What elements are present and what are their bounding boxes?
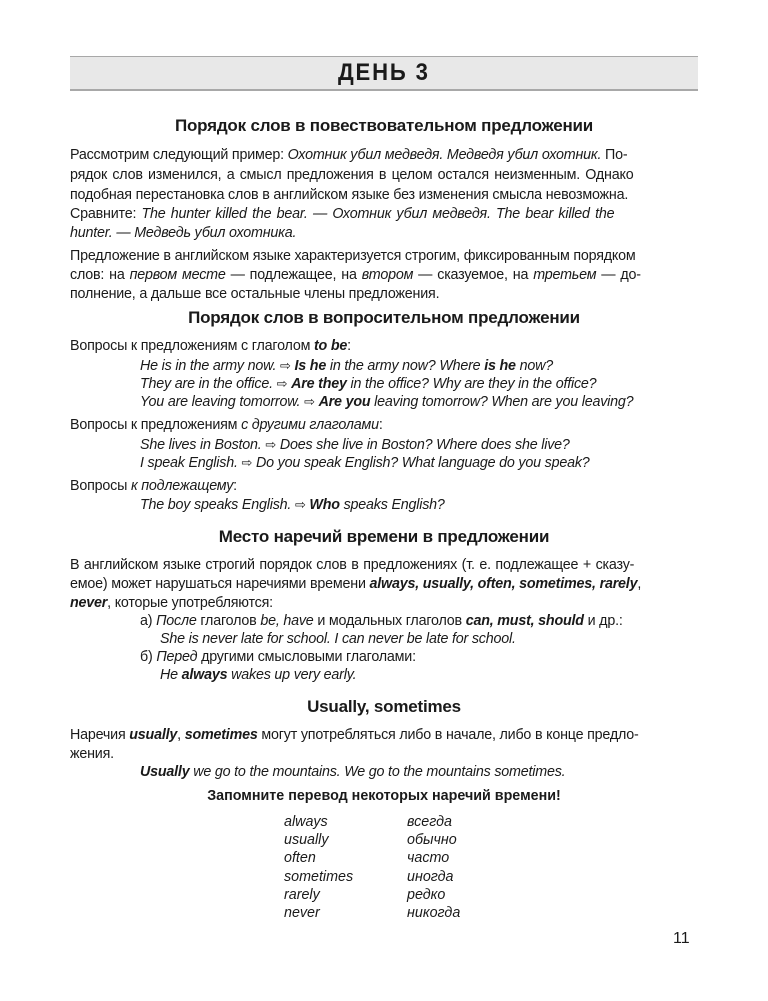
emphasis: always, usually, often, sometimes, rarely [369, 576, 638, 592]
text: и модальных глаголов [313, 613, 466, 629]
emphasis: Is he [294, 358, 327, 374]
text: She lives in Boston. [140, 437, 266, 453]
day-title: ДЕНЬ 3 [338, 59, 430, 86]
text: слов: на [70, 267, 130, 283]
emphasis: usually [129, 727, 178, 743]
emphasis: never [70, 595, 108, 611]
text: in the office? Why are they in the office? [346, 376, 597, 392]
vocab-english: rarely [284, 886, 320, 903]
example-text: The hunter killed the bear. — Охотник убил медведя. The bear killed the [141, 206, 615, 222]
text: You are leaving tomorrow. [140, 394, 305, 410]
text: They are in the office. [140, 376, 277, 392]
text: емое) может нарушаться наречиями времени [70, 576, 370, 592]
vocab-english: often [284, 850, 316, 867]
emphasis: втором [361, 267, 414, 283]
text: leaving tomorrow? When are you leaving? [370, 394, 634, 410]
paragraph-line: В английском языке строгий порядок слов в предложениях (т. е. подлежащее + сказу- [70, 557, 635, 573]
example-line [140, 453, 590, 474]
emphasis: первом месте [129, 267, 226, 283]
text: : [233, 478, 237, 494]
vocab-russian: никогда [407, 905, 461, 921]
text: : [347, 338, 351, 354]
emphasis: can, must, should [465, 613, 584, 629]
text: : [378, 417, 383, 433]
emphasis: третьем [533, 267, 597, 283]
paragraph-line: Предложение в английском языке характеризуется строгим, фиксированным порядком [70, 248, 636, 264]
emphasis: После [156, 613, 197, 629]
text: Вопросы к предложениям с глаголом [70, 338, 314, 354]
emphasis: to be [313, 338, 348, 354]
paragraph-line: подобная перестановка слов в английском языке без изменения смысла невозможна. [70, 187, 629, 203]
text: The boy speaks English. [140, 497, 295, 513]
section-title-usually-sometimes: Usually, sometimes [307, 697, 461, 716]
emphasis: Are you [318, 394, 371, 410]
paragraph-line [70, 594, 273, 614]
arrow-right-icon: ⇨ [265, 437, 277, 452]
text: I speak English. [140, 455, 242, 471]
list-marker: б) [140, 649, 157, 665]
arrow-right-icon: ⇨ [241, 455, 253, 470]
text: , которые употребляются: [107, 595, 273, 611]
paragraph-line [70, 726, 639, 746]
paragraph-line [70, 146, 627, 166]
text: — сказуемое, на [413, 267, 534, 283]
list-item-b [140, 648, 416, 668]
vocab-english: never [284, 905, 320, 921]
text: могут употребляться либо в начале, либо в конце предло- [257, 727, 639, 743]
emphasis: с другими глаголами [241, 417, 379, 433]
text: , [177, 727, 185, 743]
paragraph-line: рядок слов изменился, а смысл предложения в целом остался неизменным. Однако [70, 167, 634, 183]
paragraph-line [70, 266, 641, 286]
emphasis: к подлежащему [130, 478, 234, 494]
text: Does she live in Boston? Where does she live? [279, 437, 570, 453]
vocab-russian: всегда [407, 814, 452, 830]
paragraph-line: полнение, а дальше все остальные члены предложения. [70, 286, 440, 302]
text: now? [515, 358, 553, 374]
text: He is in the army now. [140, 358, 281, 374]
vocab-english: usually [284, 832, 329, 849]
example-text: Охотник убил медведя. Медведя убил охотник. [287, 147, 602, 163]
vocab-russian: часто [407, 850, 450, 867]
text: Вопросы к предложениям [70, 417, 242, 433]
text: , [637, 576, 642, 592]
text: He [160, 667, 182, 683]
text: we go to the mountains. We go to the mountains sometimes. [189, 764, 566, 780]
text: и др.: [583, 613, 623, 629]
remember-heading: Запомните перевод некоторых наречий времени! [207, 788, 561, 804]
text: — подлежащее, на [225, 267, 362, 283]
emphasis: be, have [260, 613, 314, 629]
example-line [140, 392, 633, 413]
text: Наречия [70, 727, 130, 743]
text: wakes up very early. [227, 667, 357, 683]
arrow-right-icon: ⇨ [294, 497, 306, 512]
example-line [140, 495, 445, 516]
example-line [140, 763, 565, 783]
text: Do you speak English? What language do you speak? [256, 455, 590, 471]
paragraph-line: жения. [70, 746, 114, 762]
day-header-bar [70, 56, 698, 91]
group-label [70, 337, 351, 357]
vocab-english: sometimes [284, 868, 354, 885]
emphasis: sometimes [184, 727, 258, 743]
arrow-right-icon: ⇨ [304, 394, 315, 409]
paragraph-line [70, 575, 641, 595]
vocab-russian: иногда [407, 868, 454, 885]
text: — до- [596, 267, 641, 283]
emphasis: always [181, 667, 228, 683]
text: speaks English? [339, 497, 445, 513]
text: глаголов [196, 613, 261, 629]
paragraph-line [70, 205, 614, 225]
section-title-declarative: Порядок слов в повествовательном предложении [174, 116, 594, 135]
text: Вопросы [70, 478, 131, 494]
vocab-russian: обычно [407, 832, 457, 849]
list-marker: а) [140, 613, 157, 629]
emphasis: Перед [156, 649, 198, 665]
group-label [70, 416, 383, 436]
example-line [160, 666, 356, 686]
group-label [70, 477, 237, 497]
arrow-right-icon: ⇨ [280, 358, 291, 373]
emphasis: is he [484, 358, 516, 374]
text: Рассмотрим следующий пример: [70, 147, 288, 163]
section-title-interrogative: Порядок слов в вопросительном предложении [188, 308, 580, 327]
text: По- [601, 147, 628, 163]
vocab-english: always [284, 814, 328, 830]
arrow-right-icon: ⇨ [276, 376, 288, 391]
text: другими смысловыми глаголами: [197, 649, 416, 665]
section-title-adverbs: Место наречий времени в предложении [218, 527, 550, 546]
text: Сравните: [70, 206, 142, 222]
example-line: She is never late for school. I can never be late for school. [160, 631, 516, 647]
emphasis: Are they [291, 376, 347, 392]
list-item-a [140, 612, 623, 632]
page-number: 11 [673, 930, 690, 947]
emphasis: Usually [140, 764, 190, 780]
vocab-russian: редко [407, 886, 446, 903]
paragraph-line: hunter. — Медведь убил охотника. [70, 225, 297, 241]
emphasis: Who [309, 497, 340, 513]
text: in the army now? Where [326, 358, 485, 374]
